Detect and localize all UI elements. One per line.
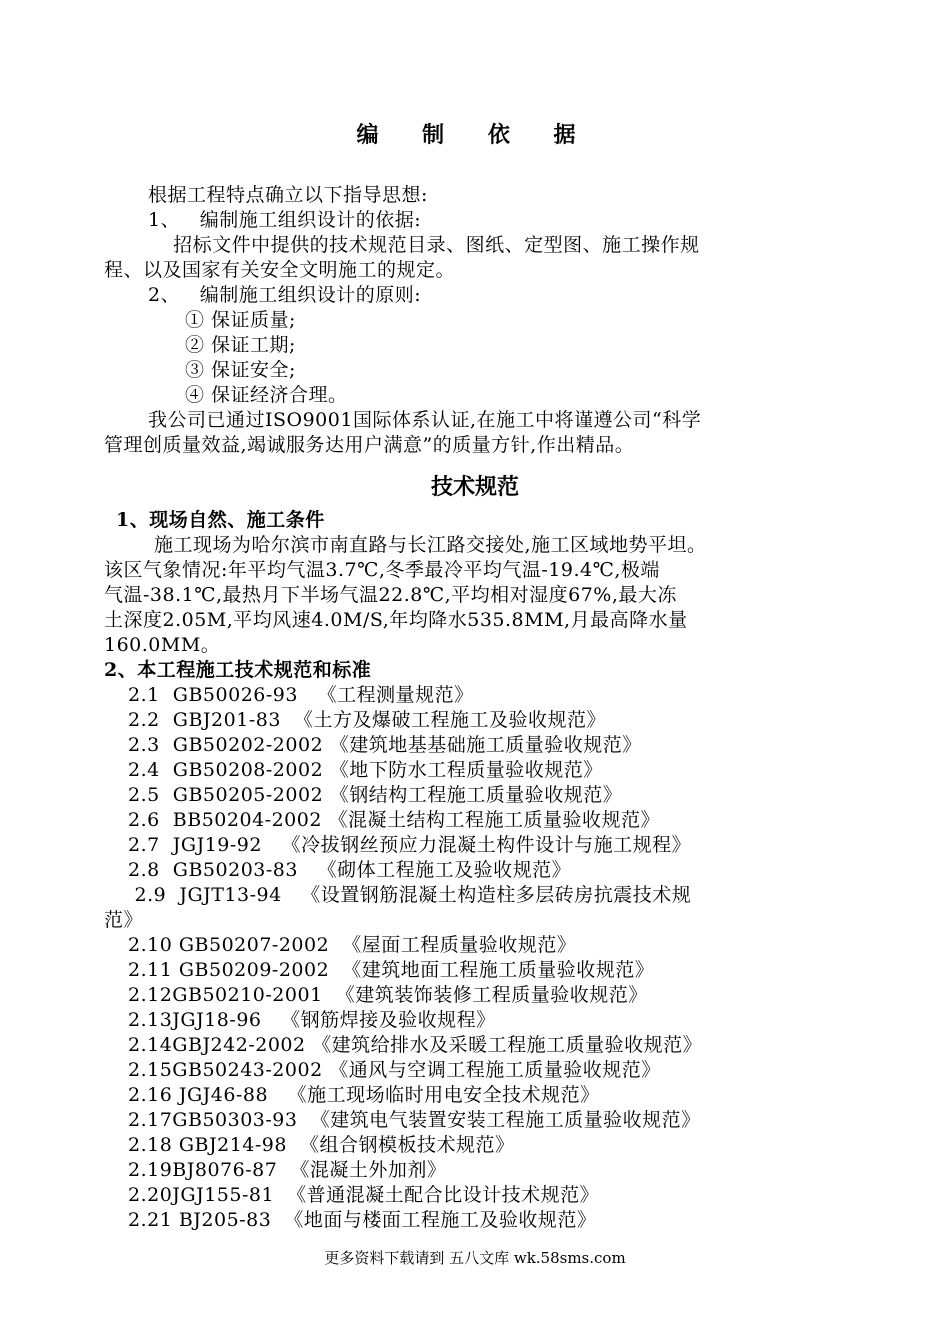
intro-line: 程、以及国家有关安全文明施工的规定。 (104, 259, 456, 281)
intro-line: 根据工程特点确立以下指导思想: (148, 184, 428, 206)
standard-item: 2.18 GBJ214-98 《组合钢模板技术规范》 (128, 1134, 515, 1156)
principle-item: ① 保证质量; (185, 309, 296, 331)
page-title: 编 制 依 据 (356, 122, 594, 148)
standard-item: 2.6 BB50204-2002 《混凝土结构工程施工质量验收规范》 (128, 809, 660, 831)
section1-heading: 1、现场自然、施工条件 (116, 509, 325, 531)
principle-item: ② 保证工期; (185, 334, 296, 356)
standard-item: 2.19BJ8076-87 《混凝土外加剂》 (128, 1159, 447, 1181)
standard-item: 2.1 GB50026-93 《工程测量规范》 (128, 684, 474, 706)
standard-item: 2.7 JGJ19-92 《冷拔钢丝预应力混凝土构件设计与施工规程》 (128, 834, 692, 856)
section2-heading: 2、本工程施工技术规范和标准 (104, 659, 372, 681)
standard-item-continued: 范》 (104, 909, 144, 931)
standard-item: 2.2 GBJ201-83 《土方及爆破工程施工及验收规范》 (128, 709, 606, 731)
standard-item: 2.4 GB50208-2002 《地下防水工程质量验收规范》 (128, 759, 603, 781)
section1-line: 气温-38.1℃,最热月下半场气温22.8℃,平均相对湿度67%,最大冻 (104, 584, 677, 606)
standard-item: 2.21 BJ205-83 《地面与楼面工程施工及验收规范》 (128, 1209, 597, 1231)
section1-line: 土深度2.05M,平均风速4.0M/S,年均降水535.8MM,月最高降水量 (104, 609, 688, 631)
standard-item: 2.20JGJ155-81 《普通混凝土配合比设计技术规范》 (128, 1184, 600, 1206)
principle-item: ③ 保证安全; (185, 359, 296, 381)
principle-item: ④ 保证经济合理。 (185, 384, 348, 406)
intro-line: 我公司已通过ISO9001国际体系认证,在施工中将谨遵公司“科学 (148, 409, 702, 431)
intro-line: 2、 编制施工组织设计的原则: (148, 284, 422, 306)
standard-item: 2.3 GB50202-2002 《建筑地基基础施工质量验收规范》 (128, 734, 642, 756)
standard-item: 2.10 GB50207-2002 《屋面工程质量验收规范》 (128, 934, 577, 956)
standard-item: 2.11 GB50209-2002 《建筑地面工程施工质量验收规范》 (128, 959, 655, 981)
intro-line: 1、 编制施工组织设计的依据: (148, 209, 422, 231)
standard-item: 2.8 GB50203-83 《砌体工程施工及验收规范》 (128, 859, 572, 881)
standard-item: 2.15GB50243-2002 《通风与空调工程施工质量验收规范》 (128, 1059, 661, 1081)
standard-item: 2.9 JGJT13-94 《设置钢筋混凝土构造柱多层砖房抗震技术规 (128, 884, 692, 906)
intro-line: 管理创质量效益,竭诚服务达用户满意”的质量方针,作出精品。 (104, 434, 635, 456)
standard-item: 2.14GBJ242-2002 《建筑给排水及采暖工程施工质量验收规范》 (128, 1034, 703, 1056)
standard-item: 2.13JGJ18-96 《钢筋焊接及验收规程》 (128, 1009, 496, 1031)
section1-line: 160.0MM。 (104, 634, 221, 656)
standard-item: 2.16 JGJ46-88 《施工现场临时用电安全技术规范》 (128, 1084, 600, 1106)
intro-line: 招标文件中提供的技术规范目录、图纸、定型图、施工操作规 (160, 234, 700, 256)
section1-line: 该区气象情况:年平均气温3.7℃,冬季最冷平均气温-19.4℃,极端 (104, 559, 660, 581)
standard-item: 2.17GB50303-93 《建筑电气装置安装工程施工质量验收规范》 (128, 1109, 701, 1131)
standard-item: 2.5 GB50205-2002 《钢结构工程施工质量验收规范》 (128, 784, 623, 806)
footer-download-note: 更多资料下载请到 五八文库 wk.58sms.com (324, 1249, 626, 1267)
section1-line: 施工现场为哈尔滨市南直路与长江路交接处,施工区域地势平坦。 (154, 534, 707, 556)
standard-item: 2.12GB50210-2001 《建筑装饰装修工程质量验收规范》 (128, 984, 648, 1006)
section-title: 技术规范 (430, 474, 519, 500)
